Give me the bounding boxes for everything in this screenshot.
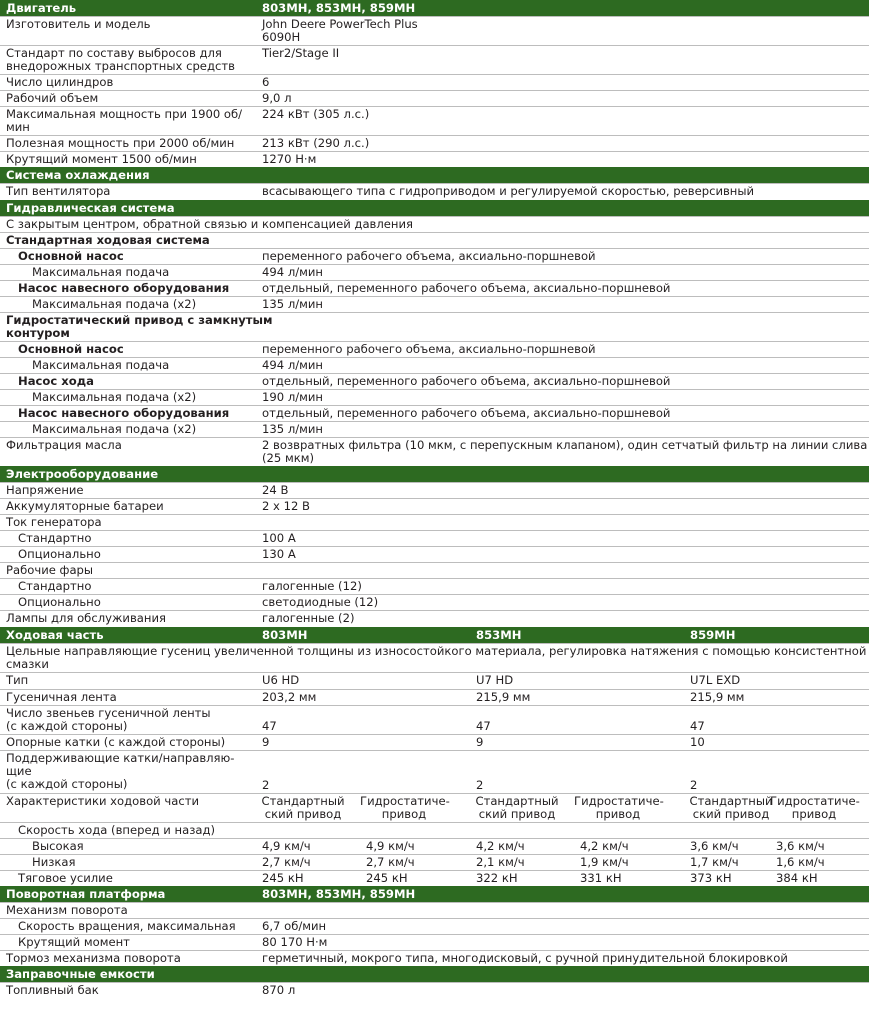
spec-value: 130 А: [262, 547, 296, 561]
spec-row: [0, 405, 869, 421]
drive-type-header: Стандартный ский привод: [475, 794, 559, 821]
spec-label: Тип: [6, 673, 29, 687]
spec-row: [0, 16, 869, 45]
spec-value: галогенные (12): [262, 579, 362, 593]
spec-row: [0, 248, 869, 264]
spec-value: 1,6 км/ч: [776, 855, 825, 869]
spec-value: 3,6 км/ч: [776, 839, 825, 853]
spec-value: 384 кН: [776, 871, 818, 885]
spec-value: 224 кВт (305 л.с.): [262, 107, 370, 121]
spec-label: Низкая: [32, 855, 76, 869]
spec-value: U6 HD: [262, 673, 300, 687]
spec-value: 215,9 мм: [690, 690, 745, 704]
spec-row: [0, 90, 869, 106]
section-header-swing: [0, 886, 869, 902]
spec-row: [0, 838, 869, 854]
section-header-electrical: [0, 466, 869, 482]
spec-row: [0, 437, 869, 466]
spec-value: 47: [262, 719, 277, 733]
spec-label: Число звеньев гусеничной ленты (с каждой стороны): [6, 706, 211, 733]
spec-label: Насос навесного оборудования: [18, 406, 230, 420]
section-title: Заправочные емкости: [6, 967, 155, 981]
spec-row: [0, 643, 869, 672]
spec-label: Крутящий момент: [18, 935, 130, 949]
subsection-title: Стандартная ходовая система: [6, 233, 210, 247]
spec-label: Полезная мощность при 2000 об/мин: [6, 136, 235, 150]
spec-value: 1,9 км/ч: [580, 855, 629, 869]
spec-value: 10: [690, 735, 705, 749]
spec-value: отдельный, переменного рабочего объема, аксиально-поршневой: [262, 374, 671, 388]
spec-label: Стандартно: [18, 579, 92, 593]
spec-value: 203,2 мм: [262, 690, 317, 704]
spec-value: 2: [476, 778, 484, 792]
spec-row: [0, 610, 869, 627]
spec-row: [0, 389, 869, 405]
section-header-cooling: [0, 167, 869, 183]
spec-value: 3,6 км/ч: [690, 839, 739, 853]
spec-value: 373 кН: [690, 871, 732, 885]
spec-row: [0, 106, 869, 135]
drive-type-header: Стандартный ский привод: [689, 794, 773, 821]
spec-label: Максимальная подача (x2): [32, 422, 197, 436]
spec-value: 6,7 об/мин: [262, 919, 327, 933]
model-column-header: 859MH: [690, 628, 736, 642]
spec-value: 2: [262, 778, 270, 792]
spec-value: переменного рабочего объема, аксиально-поршневой: [262, 342, 596, 356]
spec-row: [0, 357, 869, 373]
spec-label: Высокая: [32, 839, 84, 853]
spec-value: 4,9 км/ч: [366, 839, 415, 853]
drive-type-header: Гидростатиче- привод: [360, 794, 450, 821]
spec-label: Поддерживающие катки/направляю- щие (с каждой стороны): [6, 751, 235, 791]
spec-row: [0, 312, 869, 341]
spec-value: 6: [262, 75, 270, 89]
spec-value: John Deere PowerTech Plus 6090H: [262, 17, 418, 44]
spec-value: 9: [476, 735, 484, 749]
spec-value: 2,7 км/ч: [262, 855, 311, 869]
spec-value: 245 кН: [366, 871, 408, 885]
spec-label: Скорость вращения, максимальная: [18, 919, 236, 933]
spec-label: Изготовитель и модель: [6, 17, 151, 31]
spec-value: 215,9 мм: [476, 690, 531, 704]
spec-label: Опционально: [18, 595, 101, 609]
spec-label: Фильтрация масла: [6, 438, 122, 452]
spec-label: Опционально: [18, 547, 101, 561]
spec-value: 494 л/мин: [262, 265, 323, 279]
spec-row: [0, 793, 869, 822]
spec-value: 190 л/мин: [262, 390, 323, 404]
spec-row: [0, 734, 869, 750]
spec-description: С закрытым центром, обратной связью и компенсацией давления: [6, 217, 414, 231]
spec-value: 4,2 км/ч: [476, 839, 525, 853]
spec-label: Основной насос: [18, 342, 124, 356]
spec-row: [0, 918, 869, 934]
spec-value: U7 HD: [476, 673, 514, 687]
spec-row: [0, 151, 869, 167]
section-title: Гидравлическая система: [6, 201, 175, 215]
spec-row: [0, 982, 869, 999]
spec-value: 322 кН: [476, 871, 518, 885]
spec-row: [0, 232, 869, 248]
spec-value: 47: [690, 719, 705, 733]
spec-value: галогенные (2): [262, 611, 355, 625]
spec-label: Стандартно: [18, 531, 92, 545]
spec-description: Цельные направляющие гусениц увеличенной толщины из износостойкого материала, регулировка натяжения с помощью консистентной смазки: [6, 644, 867, 671]
spec-row: [0, 373, 869, 389]
spec-row: [0, 498, 869, 514]
spec-row: [0, 689, 869, 705]
section-header-capacities: [0, 966, 869, 982]
spec-label: Тормоз механизма поворота: [6, 951, 181, 965]
spec-label: Характеристики ходовой части: [6, 794, 200, 808]
spec-value: 213 кВт (290 л.с.): [262, 136, 370, 150]
spec-label: Топливный бак: [6, 983, 99, 997]
spec-row: [0, 705, 869, 734]
spec-value: отдельный, переменного рабочего объема, аксиально-поршневой: [262, 406, 671, 420]
spec-value: 1270 Н·м: [262, 152, 317, 166]
model-column-header: 853MH: [476, 628, 522, 642]
spec-label: Скорость хода (вперед и назад): [18, 823, 216, 837]
model-column-header: 803MH: [262, 628, 308, 642]
spec-row: [0, 672, 869, 689]
spec-value: 2 возвратных фильтра (10 мкм, с перепускным клапаном), один сетчатый фильтр на линии слива (25 мкм): [262, 438, 868, 465]
spec-label: Насос хода: [18, 374, 94, 388]
spec-value: U7L EXD: [690, 673, 741, 687]
spec-value: 24 В: [262, 483, 289, 497]
spec-label: Максимальная подача: [32, 265, 170, 279]
spec-label: Напряжение: [6, 483, 84, 497]
spec-value: 135 л/мин: [262, 297, 323, 311]
spec-row: [0, 296, 869, 312]
spec-value: 9: [262, 735, 270, 749]
spec-label: Максимальная подача (x2): [32, 390, 197, 404]
drive-type-header: Гидростатиче- привод: [574, 794, 664, 821]
spec-value: 2,1 км/ч: [476, 855, 525, 869]
spec-label: Насос навесного оборудования: [18, 281, 230, 295]
spec-row: [0, 514, 869, 530]
spec-row: [0, 854, 869, 870]
spec-value: переменного рабочего объема, аксиально-поршневой: [262, 249, 596, 263]
section-title: Двигатель: [6, 1, 77, 15]
spec-label: Тяговое усилие: [18, 871, 113, 885]
spec-label: Максимальная подача (x2): [32, 297, 197, 311]
spec-label: Рабочие фары: [6, 563, 94, 577]
spec-row: [0, 902, 869, 918]
spec-value: 2,7 км/ч: [366, 855, 415, 869]
spec-row: [0, 594, 869, 610]
drive-type-header: Гидростатиче- привод: [770, 794, 860, 821]
spec-label: Максимальная мощность при 1900 об/ мин: [6, 107, 243, 134]
spec-row: [0, 562, 869, 578]
spec-row: [0, 530, 869, 546]
model-list: 803MH, 853MH, 859MH: [262, 1, 416, 15]
drive-type-header: Стандартный ский привод: [261, 794, 345, 821]
spec-value: 494 л/мин: [262, 358, 323, 372]
spec-label: Механизм поворота: [6, 903, 128, 917]
spec-row: [0, 482, 869, 498]
section-header-engine: [0, 0, 869, 16]
spec-value: отдельный, переменного рабочего объема, аксиально-поршневой: [262, 281, 671, 295]
spec-value: 870 л: [262, 983, 296, 997]
spec-row: [0, 870, 869, 886]
spec-value: 9,0 л: [262, 91, 292, 105]
spec-value: 4,2 км/ч: [580, 839, 629, 853]
spec-label: Лампы для обслуживания: [6, 611, 166, 625]
spec-value: светодиодные (12): [262, 595, 379, 609]
spec-row: [0, 264, 869, 280]
section-title: Ходовая часть: [6, 628, 104, 642]
spec-value: 100 А: [262, 531, 296, 545]
spec-label: Рабочий объем: [6, 91, 99, 105]
spec-value: 2: [690, 778, 698, 792]
spec-value: 80 170 Н·м: [262, 935, 328, 949]
section-title: Система охлаждения: [6, 168, 150, 182]
spec-row: [0, 74, 869, 90]
spec-row: [0, 280, 869, 296]
spec-label: Гусеничная лента: [6, 690, 117, 704]
spec-value: 2 x 12 В: [262, 499, 310, 513]
spec-label: Максимальная подача: [32, 358, 170, 372]
spec-row: [0, 135, 869, 151]
section-header-undercarriage: [0, 627, 869, 643]
spec-value: 1,7 км/ч: [690, 855, 739, 869]
section-title: Электрооборудование: [6, 467, 159, 481]
spec-row: [0, 822, 869, 838]
spec-row: [0, 750, 869, 793]
spec-label: Ток генератора: [6, 515, 102, 529]
spec-label: Тип вентилятора: [6, 184, 111, 198]
model-list: 803MH, 853MH, 859MH: [262, 887, 416, 901]
spec-row: [0, 950, 869, 966]
subsection-title: Гидростатический привод с замкнутым контуром: [6, 313, 273, 340]
spec-label: Крутящий момент 1500 об/мин: [6, 152, 197, 166]
spec-label: Число цилиндров: [6, 75, 114, 89]
spec-value: 47: [476, 719, 491, 733]
spec-value: герметичный, мокрого типа, многодисковый, с ручной принудительной блокировкой: [262, 951, 788, 965]
spec-value: Tier2/Stage II: [262, 46, 340, 60]
spec-value: 245 кН: [262, 871, 304, 885]
section-title: Поворотная платформа: [6, 887, 166, 901]
spec-value: 135 л/мин: [262, 422, 323, 436]
spec-row: [0, 934, 869, 950]
section-header-hydraulic: [0, 200, 869, 216]
spec-row: [0, 421, 869, 437]
spec-row: [0, 341, 869, 357]
spec-row: [0, 183, 869, 200]
spec-row: [0, 45, 869, 74]
spec-row: [0, 216, 869, 232]
spec-value: 331 кН: [580, 871, 622, 885]
spec-value: всасывающего типа с гидроприводом и регулируемой скоростью, реверсивный: [262, 184, 755, 198]
spec-label: Аккумуляторные батареи: [6, 499, 164, 513]
spec-label: Опорные катки (с каждой стороны): [6, 735, 226, 749]
spec-label: Стандарт по составу выбросов для внедорожных транспортных средств: [6, 46, 235, 73]
spec-row: [0, 578, 869, 594]
spec-value: 4,9 км/ч: [262, 839, 311, 853]
spec-row: [0, 546, 869, 562]
spec-label: Основной насос: [18, 249, 124, 263]
